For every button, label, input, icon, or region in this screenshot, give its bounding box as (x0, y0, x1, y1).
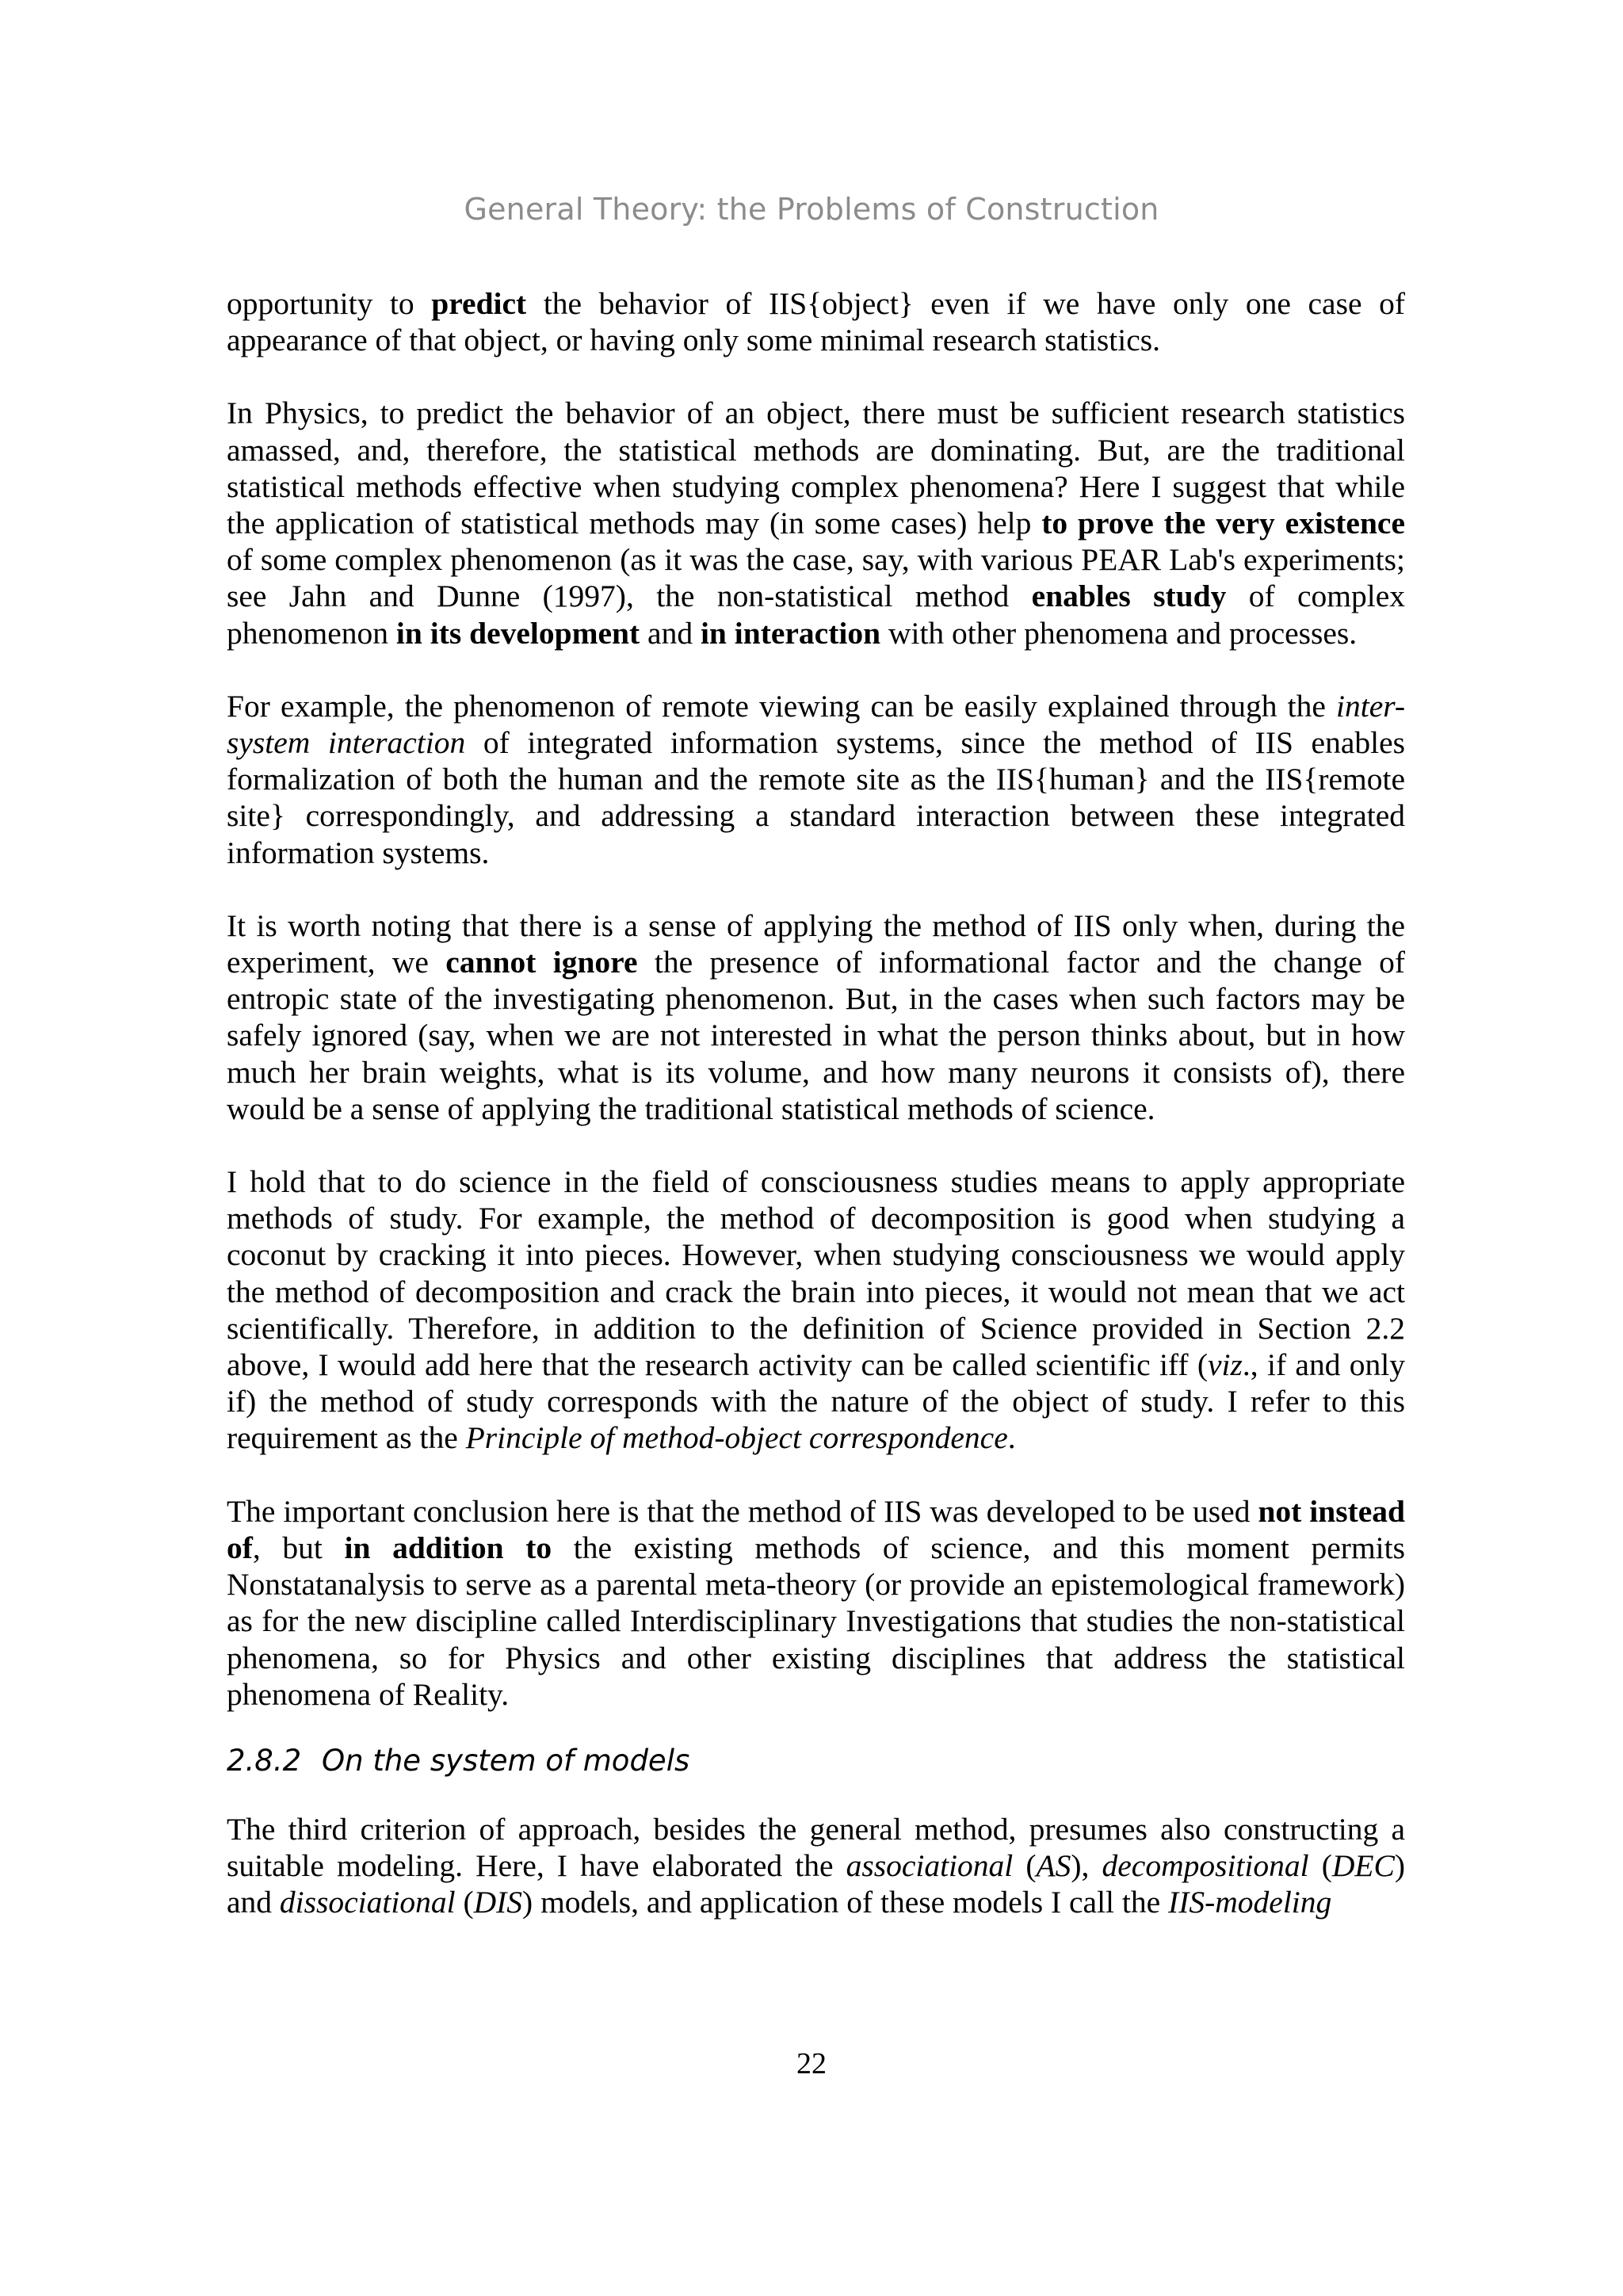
text-run: ) and (227, 1848, 1405, 1920)
paragraph-6 (227, 1493, 1405, 1713)
section-number: 2.8.2 (227, 1743, 302, 1778)
italic-run: IIS-modeling (1168, 1885, 1332, 1920)
text-run: of integrated information systems, since the method of IIS enables formalization of both the human and the remote site as the IIS{human} and the IIS{remote site} correspondingly, and addressing a standard interaction between these integrated information systems. (227, 725, 1405, 870)
italic-run: associational (846, 1848, 1014, 1884)
italic-run: decompositional (1102, 1848, 1309, 1884)
paragraph-3 (227, 688, 1405, 871)
text-run: ( (455, 1885, 474, 1920)
paragraph-2 (227, 395, 1405, 651)
paragraph-5 (227, 1163, 1405, 1457)
bold-run: cannot ignore (445, 945, 638, 980)
italic-run: viz (1208, 1347, 1243, 1383)
text-run: The third criterion of approach, besides the general method, presumes also constructing a suitable modeling. Here, I have elaborated the (227, 1811, 1405, 1884)
paragraph-7 (227, 1811, 1405, 1921)
bold-run: in addition to (344, 1530, 552, 1565)
italic-run: AS (1036, 1848, 1071, 1884)
body-text (227, 285, 1405, 1921)
italic-run: Principle of method-object correspondence (465, 1420, 1008, 1456)
italic-run: DEC (1331, 1848, 1395, 1884)
text-run: The important conclusion here is that the method of IIS was developed to be used (227, 1493, 1258, 1529)
text-run: I hold that to do science in the field of consciousness studies means to apply appropriate methods of study. For example, the method of decomposition is good when studying a coconut by cracking it into pieces. However, when studying consciousness we would apply the method of decomposition and crack the brain into pieces, it would not mean that we act scientifically. Therefore, in addition to the definition of Science provided in Section 2.2 above, I would add here that the research activity can be called scientific iff ( (227, 1164, 1405, 1383)
text-run: ( (1013, 1848, 1037, 1884)
text-run: ), (1071, 1848, 1102, 1884)
text-run: and (640, 615, 701, 651)
text-run: of complex phenomenon (227, 579, 1405, 651)
text-run: ) models, and application of these models I call the (522, 1885, 1169, 1920)
italic-run: dissociational (279, 1885, 456, 1920)
bold-run: not instead of (227, 1493, 1406, 1565)
running-header: General Theory: the Problems of Construction (464, 192, 1159, 227)
text-run: of some complex phenomenon (as it was the case, say, with various PEAR Lab's experiments; see Jahn and Dunne (1997), the non-statistical method (227, 542, 1405, 614)
bold-run: in its development (395, 615, 640, 651)
text-run: . (1007, 1420, 1016, 1456)
text-run: , but (252, 1530, 345, 1565)
text-run: ., if and only if) the method of study corresponds with the nature of the object of study. I refer to this requirement as the (227, 1347, 1405, 1456)
bold-run: in interaction (700, 615, 881, 651)
text-run: the behavior of IIS{object} even if we have only one case of appearance of that object, or having only some minimal research statistics. (227, 286, 1405, 358)
text-run: the presence of informational factor and the change of entropic state of the investigating phenomenon. But, in the cases when such factors may be safely ignored (say, when we are not interested in what the person thinks about, but in how much her brain weights, what is its volume, and how many neurons it consists of), there would be a sense of applying the traditional statistical methods of science. (227, 945, 1405, 1126)
italic-run: inter-system interaction (227, 688, 1405, 761)
bold-run: predict (431, 286, 527, 321)
text-run: opportunity to (227, 286, 432, 321)
bold-run: enables study (1031, 579, 1227, 614)
section-heading (227, 1743, 1405, 1779)
text-run: ( (1308, 1848, 1332, 1884)
bold-run: to prove the very existence (1041, 506, 1405, 541)
section-title: On the system of models (322, 1743, 690, 1778)
text-run: It is worth noting that there is a sense of applying the method of IIS only when, during the experiment, we (227, 907, 1405, 980)
paragraph-4 (227, 907, 1405, 1127)
text-run: the existing methods of science, and this moment permits Nonstatanalysis to serve as a parental meta-theory (or provide an epistemological framework) as for the new discipline called Interdisciplinary Investigations that studies the non-statistical phenomena, so for Physics and other existing disciplines that address the statistical phenomena of Reality. (227, 1530, 1405, 1712)
text-run: In Physics, to predict the behavior of an object, there must be sufficient research statistics amassed, and, therefore, the statistical methods are dominating. But, are the traditional statistical methods effective when studying complex phenomena? Here I suggest that while the application of statistical methods may (in some cases) help (227, 395, 1405, 541)
paragraph-1 (227, 285, 1405, 358)
text-run: For example, the phenomenon of remote viewing can be easily explained through the (227, 688, 1337, 724)
page-number: 22 (796, 2047, 827, 2080)
text-run: with other phenomena and processes. (880, 615, 1358, 651)
italic-run: DIS (473, 1885, 523, 1920)
